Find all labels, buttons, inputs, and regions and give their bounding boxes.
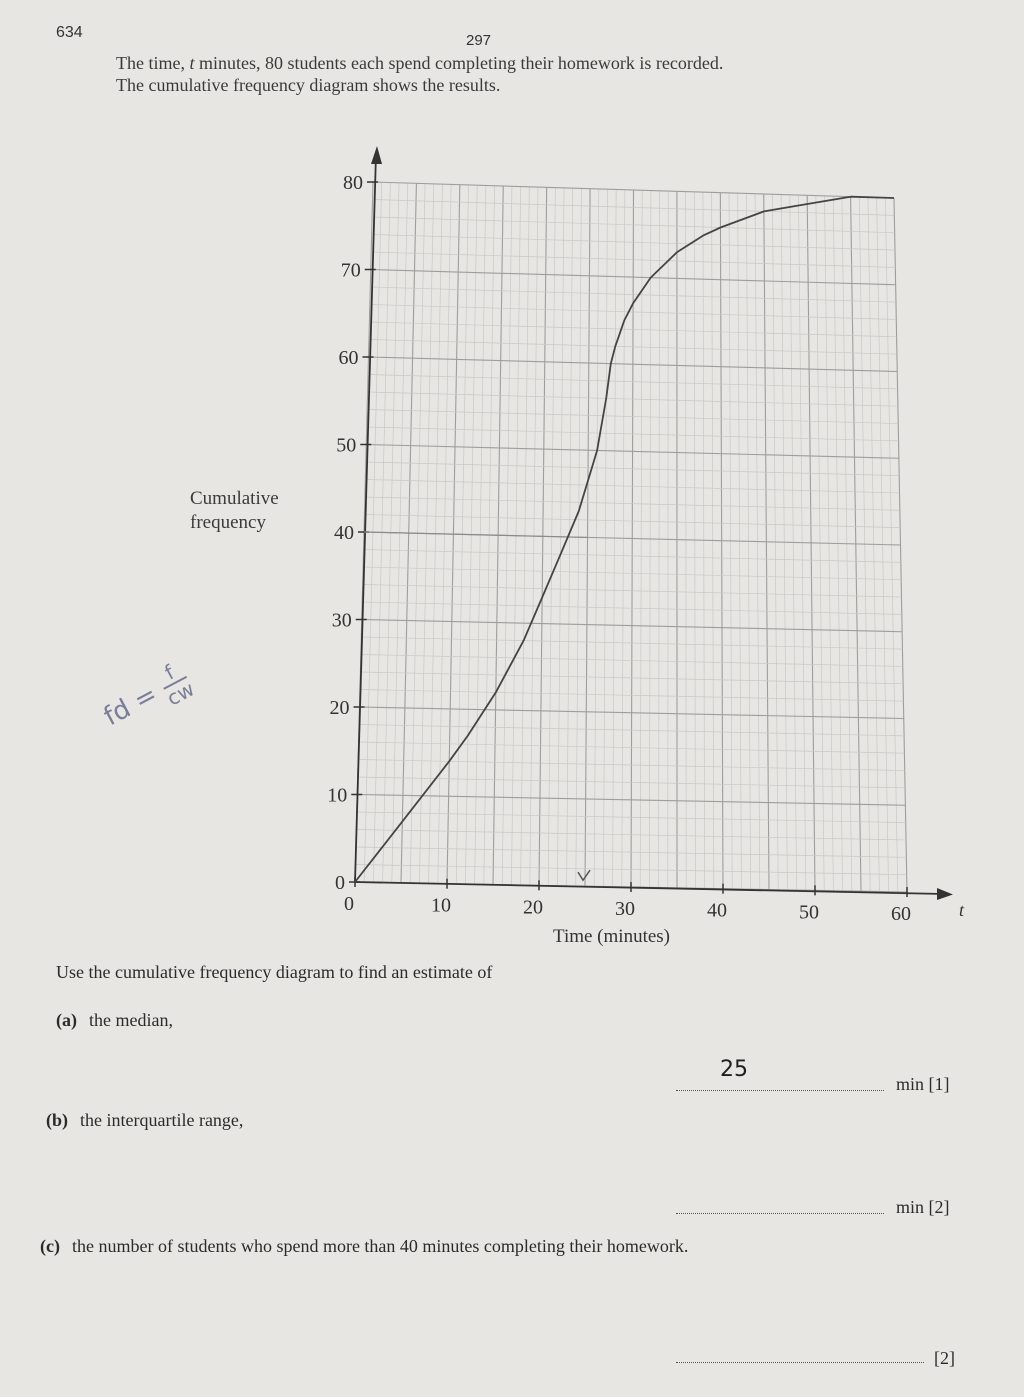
instruction-text: Use the cumulative frequency diagram to find an estimate of [56, 962, 493, 982]
x-tick-label: 40 [707, 899, 727, 922]
answer-line-b[interactable] [676, 1213, 884, 1214]
y-tick-label: 40 [334, 522, 354, 544]
median-guide-horizontal [364, 532, 588, 537]
x-tick-label: 0 [344, 893, 354, 915]
y-tick-label: 80 [343, 172, 363, 194]
unit-b: min [2] [896, 1197, 950, 1217]
page-number: 634 [56, 24, 83, 41]
handwritten-note: fd = f cw [99, 660, 199, 733]
y-tick-label: 60 [338, 347, 359, 369]
question-b: (b) the interquartile range, [46, 1110, 244, 1130]
x-axis-label: Time (minutes) [553, 926, 670, 947]
x-axis-arrow [937, 888, 953, 900]
y-tick-label: 0 [335, 872, 345, 894]
x-grid-lines [355, 182, 907, 892]
intro-line-1: The time, t minutes, 80 students each spend completing their homework is recorded. [116, 53, 724, 73]
x-tick-label: 20 [523, 896, 543, 919]
answer-line-a[interactable] [676, 1090, 884, 1091]
x-tick-label: 60 [891, 903, 911, 925]
question-c: (c) the number of students who spend more than 40 minutes completing their homework. [40, 1236, 689, 1256]
x-tick-label: 50 [799, 901, 819, 924]
x-axis-variable: t [959, 900, 965, 920]
y-tick-label: 10 [327, 784, 348, 807]
y-tick-label: 30 [331, 609, 352, 632]
page-number-center: 297 [466, 32, 492, 49]
unit-a: min [1] [896, 1074, 950, 1094]
intro-line-2: The cumulative frequency diagram shows the results. [116, 75, 501, 95]
answer-line-c[interactable] [676, 1362, 924, 1363]
median-tick-mark [578, 870, 590, 880]
y-tick-label: 70 [340, 259, 361, 282]
question-a: (a) the median, [56, 1010, 173, 1030]
y-axis-arrow [371, 146, 382, 164]
x-axis [355, 882, 945, 894]
y-axis-label: Cumulative frequency [190, 488, 279, 533]
y-tick-label: 50 [336, 434, 357, 457]
x-tick-label: 30 [615, 898, 635, 920]
x-tick-label: 10 [431, 894, 451, 917]
marks-c: [2] [934, 1348, 955, 1368]
answer-a: 25 [720, 1057, 748, 1082]
y-tick-label: 20 [329, 697, 350, 719]
